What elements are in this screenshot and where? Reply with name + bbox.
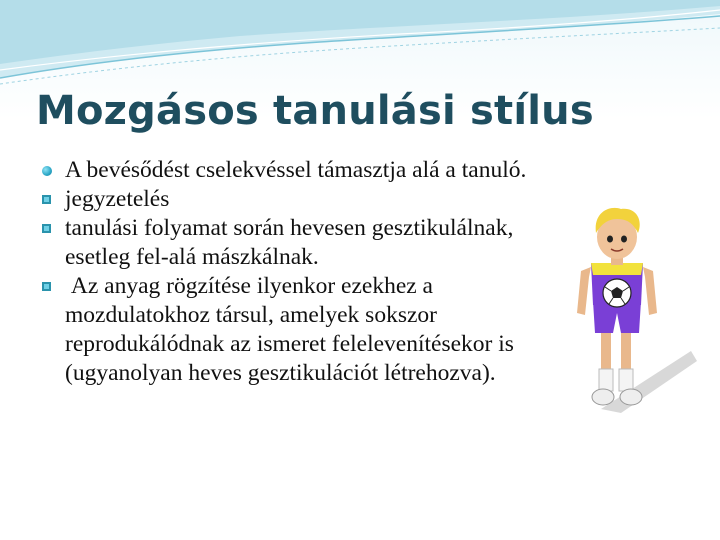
bullet-text: A bevésődést cselekvéssel támasztja alá a tanuló. bbox=[65, 157, 527, 183]
bullet-text: Az anyag rögzítése ilyenkor ezekhez a mozdulatokhoz társul, amelyek sokszor reprodukálódnak az ismeret felelevenítésekor is (ugyanolyan heves gesztikulációt létrehozva). bbox=[65, 273, 520, 386]
boy-with-soccer-ball-illustration bbox=[541, 201, 697, 417]
left-sock bbox=[599, 369, 613, 391]
right-shoe bbox=[620, 389, 642, 405]
right-arm bbox=[643, 267, 657, 315]
bullet-item bbox=[40, 185, 540, 214]
shadow bbox=[601, 351, 697, 413]
right-sock bbox=[619, 369, 633, 391]
bullet-item bbox=[40, 156, 540, 185]
square-bullet-icon bbox=[42, 195, 51, 204]
round-bullet-icon bbox=[42, 166, 52, 176]
bullet-item bbox=[40, 272, 540, 388]
slide-title: Mozgásos tanulási stílus bbox=[36, 88, 594, 134]
square-bullet-icon bbox=[42, 224, 51, 233]
left-arm bbox=[577, 267, 591, 315]
bullet-list bbox=[40, 156, 540, 388]
bullet-text: jegyzetelés bbox=[65, 186, 170, 212]
square-bullet-icon bbox=[42, 282, 51, 291]
bullet-item bbox=[40, 214, 540, 272]
header-wave-decoration bbox=[0, 0, 720, 90]
left-shoe bbox=[592, 389, 614, 405]
bullet-text: tanulási folyamat során hevesen gesztikulálnak, esetleg fel-alá mászkálnak. bbox=[65, 215, 514, 270]
